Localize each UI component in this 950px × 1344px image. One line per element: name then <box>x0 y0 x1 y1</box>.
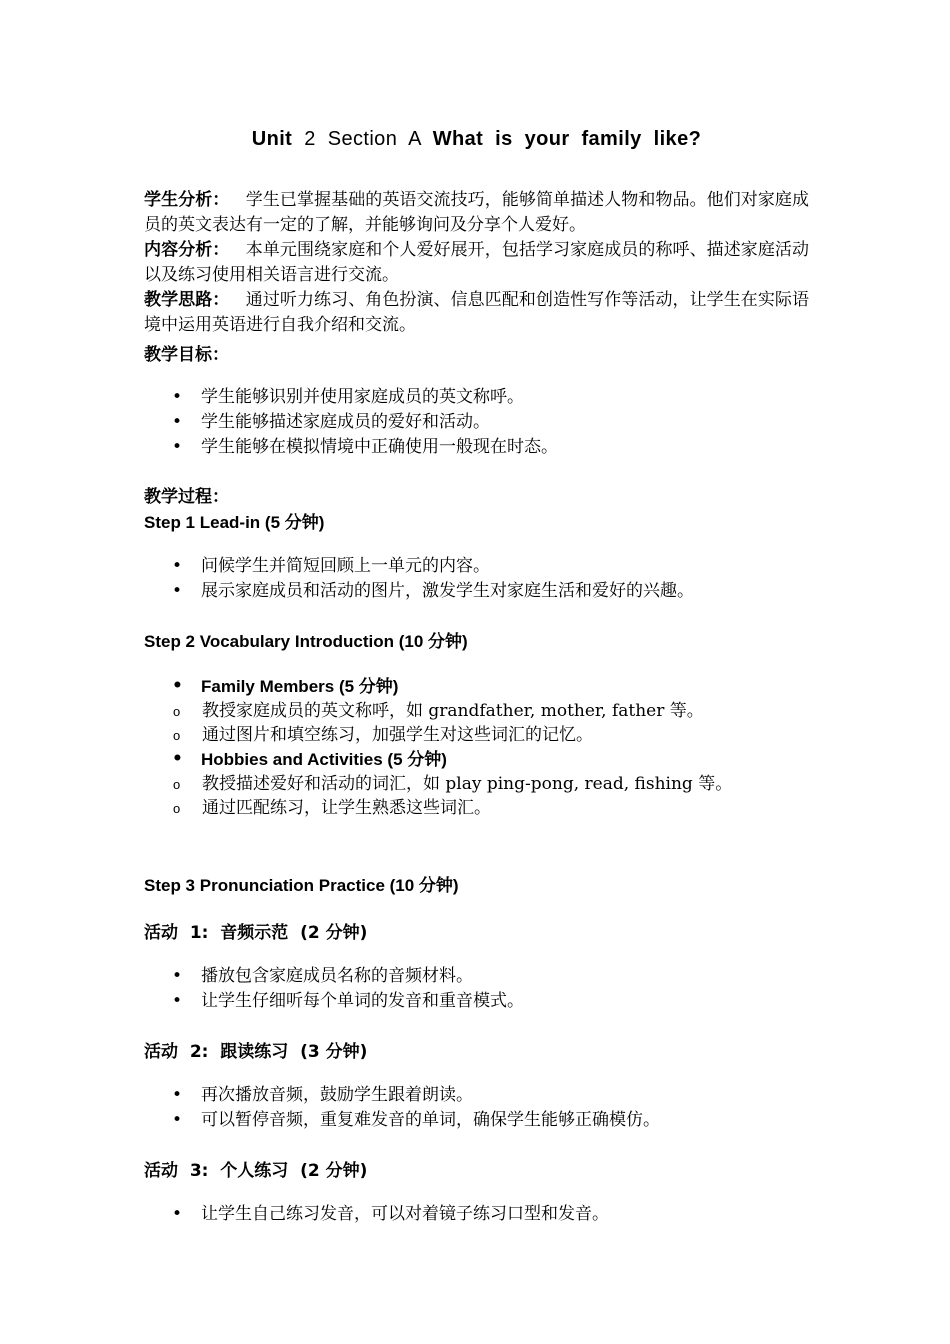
document-title <box>144 128 809 151</box>
title-question: What is your family like? <box>432 128 702 150</box>
family-members-sublist <box>144 699 809 747</box>
goals-list <box>144 385 809 460</box>
list-item: • 学生能够描述家庭成员的爱好和活动。 <box>144 410 809 435</box>
activity1-heading: 活动 1: 音频示范 (2 分钟) <box>144 923 368 943</box>
content-analysis-label: 内容分析： <box>144 240 230 260</box>
family-members-title: Family Members (5 分钟) <box>201 677 399 696</box>
title-number: 2 <box>304 128 316 150</box>
list-item: • 播放包含家庭成员名称的音频材料。 <box>144 964 809 989</box>
activity1-list <box>144 964 809 1014</box>
student-analysis-label: 学生分析： <box>144 190 230 210</box>
activity3-heading: 活动 3: 个人练习 (2 分钟) <box>144 1161 368 1181</box>
hobbies-sublist <box>144 772 809 820</box>
title-letter: A <box>408 128 421 150</box>
activity2-heading: 活动 2: 跟读练习 (3 分钟) <box>144 1042 368 1062</box>
list-item: • 让学生仔细听每个单词的发音和重音模式。 <box>144 989 809 1014</box>
list-item: • 问候学生并简短回顾上一单元的内容。 <box>144 554 809 579</box>
content-analysis-text: 本单元围绕家庭和个人爱好展开，包括学习家庭成员的称呼、描述家庭活动以及练习使用相关语言进行交流。 <box>144 240 810 285</box>
list-item: • 可以暂停音频，重复难发音的单词，确保学生能够正确模仿。 <box>144 1108 809 1133</box>
teaching-approach <box>144 288 809 338</box>
list-item: • 学生能够在模拟情境中正确使用一般现在时态。 <box>144 435 809 460</box>
activity3-list <box>144 1202 809 1227</box>
step2-list <box>144 674 809 820</box>
process-heading: 教学过程： <box>144 487 229 507</box>
list-item: o 通过匹配练习，让学生熟悉这些词汇。 <box>144 796 809 820</box>
content-analysis <box>144 238 809 288</box>
goals-heading: 教学目标： <box>144 345 229 365</box>
list-item: • 展示家庭成员和活动的图片，激发学生对家庭生活和爱好的兴趣。 <box>144 579 809 604</box>
list-item: o 教授家庭成员的英文称呼，如 grandfather, mother, father 等。 <box>144 699 809 723</box>
step3-heading: Step 3 Pronunciation Practice (10 分钟) <box>144 876 459 895</box>
list-item: • 让学生自己练习发音，可以对着镜子练习口型和发音。 <box>144 1202 809 1227</box>
list-item: o 通过图片和填空练习，加强学生对这些词汇的记忆。 <box>144 723 809 747</box>
step1-heading: Step 1 Lead-in (5 分钟) <box>144 513 325 532</box>
list-item: • 学生能够识别并使用家庭成员的英文称呼。 <box>144 385 809 410</box>
teaching-approach-label: 教学思路： <box>144 290 230 310</box>
student-analysis <box>144 188 809 238</box>
list-item: • 再次播放音频，鼓励学生跟着朗读。 <box>144 1083 809 1108</box>
list-item: o 教授描述爱好和活动的词汇，如 play ping-pong, read, fishing 等。 <box>144 772 809 796</box>
hobbies-title: Hobbies and Activities (5 分钟) <box>201 750 447 769</box>
activity2-list <box>144 1083 809 1133</box>
title-section: Section <box>327 128 398 150</box>
step1-list <box>144 554 809 604</box>
student-analysis-text: 学生已掌握基础的英语交流技巧，能够简单描述人物和物品。他们对家庭成员的英文表达有一定的了解，并能够询问及分享个人爱好。 <box>144 190 810 235</box>
list-item <box>144 674 809 747</box>
step2-heading: Step 2 Vocabulary Introduction (10 分钟) <box>144 632 468 651</box>
teaching-approach-text: 通过听力练习、角色扮演、信息匹配和创造性写作等活动，让学生在实际语境中运用英语进行自我介绍和交流。 <box>144 290 810 335</box>
title-unit: Unit <box>251 128 293 150</box>
list-item <box>144 747 809 820</box>
